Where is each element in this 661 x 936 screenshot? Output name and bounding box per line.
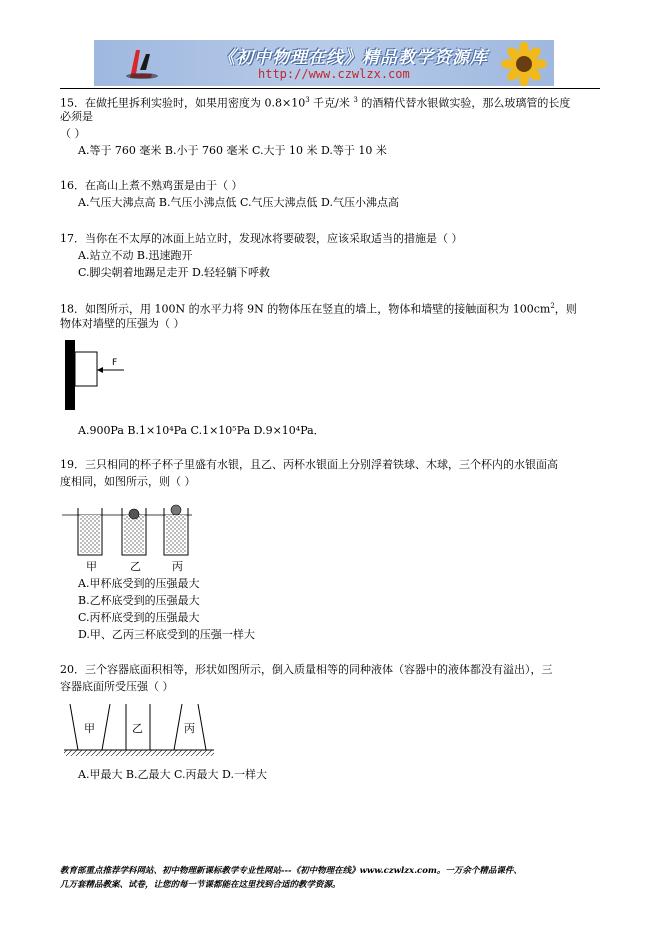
force-label: F [112, 358, 118, 368]
q19-line2: 度相同，如图所示，则（ ） [60, 475, 196, 488]
q18-options: A.900Pa B.1×10⁴Pa C.1×10⁵Pa D.9×10⁴Pa． [78, 424, 325, 437]
q20-line1: 20．三个容器底面积相等，形状如图所示，倒入质量相等的同种液体（容器中的液体都没有溢出），三 [60, 663, 553, 676]
footer-line2: 几万套精品教案、试卷，让您的每一节课都能在这里找到合适的教学资源。 [60, 880, 341, 890]
q17-opt1: A.站立不动 B.迅速跑开 [78, 249, 193, 262]
q19-line1: 19．三只相同的杯子杯子里盛有水银，且乙、丙杯水银面上分别浮着铁球、木球，三个杯内的水银面高 [60, 458, 558, 471]
block [75, 352, 97, 386]
wall [65, 340, 75, 410]
q15-line2: 必须是 [60, 110, 93, 123]
header-rule [60, 88, 600, 89]
q18-line1: 18．如图所示，用 100N 的水平力将 9N 的物体压在竖直的墙上，物体和墙壁的接触面积为 $100cm^2$，则 [60, 302, 577, 316]
container-label-bing: 丙 [184, 722, 195, 735]
footer-line1: 教育部重点推荐学科网站、初中物理新课标教学专业性网站---《初中物理在线》www.czwlzx.com。一万余个精品课件、 [60, 866, 522, 876]
q19-optB: B.乙杯底受到的压强最大 [78, 594, 200, 607]
header-url[interactable]: http://www.czwlzx.com [258, 67, 410, 81]
cup-label-yi: 乙 [130, 560, 141, 573]
container-label-jia: 甲 [84, 722, 95, 735]
cup-label-bing: 丙 [172, 560, 183, 573]
cup-jia [78, 508, 102, 555]
q19-figure [62, 500, 202, 574]
iron-ball [129, 509, 139, 519]
q19-optD: D.甲、乙丙三杯底受到的压强一样大 [78, 628, 255, 641]
cup-yi [122, 508, 146, 555]
site-logo-icon [122, 44, 162, 82]
q16-options: A.气压大沸点高 B.气压小沸点低 C.气压大沸点低 D.气压小沸点高 [78, 196, 399, 209]
sunflower-icon [494, 42, 554, 86]
arrow-head-icon [97, 367, 103, 373]
header-title: 《初中物理在线》精品教学资源库 [218, 48, 488, 68]
container-label-yi: 乙 [132, 722, 143, 735]
q15-line3: （ ） [60, 127, 86, 140]
q17-opt2: C.脚尖朝着地踢足走开 D.轻轻躺下呼救 [78, 266, 270, 279]
cup-bing [164, 505, 188, 555]
cup-label-jia: 甲 [86, 560, 97, 573]
q18-line2: 物体对墙壁的压强为（ ） [60, 317, 185, 330]
footer [60, 864, 620, 892]
q20-options: A.甲最大 B.乙最大 C.丙最大 D.一样大 [78, 768, 267, 781]
q15-line1: 15．在做托里拆利实验时，如果用密度为 $0.8\times 10^3$ 千克/米 $^3$ 的酒精代替水银做实验，那么玻璃管的长度 [60, 96, 571, 110]
ground [64, 750, 214, 756]
header-banner [94, 40, 554, 86]
q19-optA: A.甲杯底受到的压强最大 [78, 577, 200, 590]
q18-figure [62, 340, 142, 412]
q20-figure [62, 700, 222, 762]
q15-options: A.等于 760 毫米 B.小于 760 毫米 C.大于 10 米 D.等于 10 米 [78, 144, 387, 157]
q19-optC: C.丙杯底受到的压强最大 [78, 611, 200, 624]
q16-stem: 16．在高山上煮不熟鸡蛋是由于（ ） [60, 179, 243, 192]
q20-line2: 容器底面所受压强（ ） [60, 680, 174, 693]
q17-stem: 17．当你在不太厚的冰面上站立时，发现冰将要破裂，应该采取适当的措施是（ ） [60, 232, 463, 245]
wood-ball [171, 505, 181, 515]
